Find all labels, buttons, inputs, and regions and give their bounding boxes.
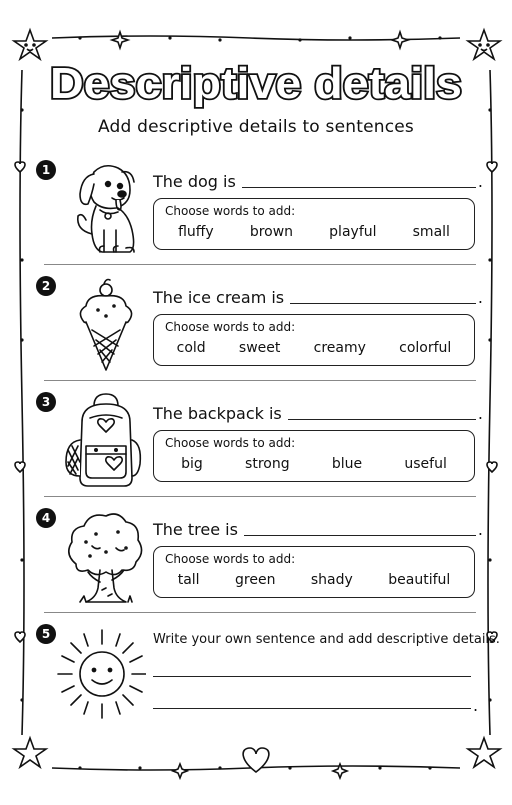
backpack-icon: [56, 392, 146, 492]
word-option: cold: [176, 340, 206, 356]
word-option: fluffy: [178, 224, 214, 240]
word-option: colorful: [399, 340, 452, 356]
sentence-period: .: [477, 404, 483, 423]
sentence-period: .: [477, 520, 483, 539]
sentence-period: .: [477, 288, 483, 307]
section-divider: [44, 612, 476, 613]
sentence-line: [153, 169, 483, 191]
sentence-text: The ice cream is: [153, 288, 285, 307]
sentence-line: [153, 517, 483, 539]
word-bank: [153, 546, 475, 598]
answer-blank[interactable]: [244, 534, 476, 536]
word-option: beautiful: [388, 572, 451, 588]
section-divider: [44, 496, 476, 497]
word-bank-title: Choose words to add:: [165, 552, 296, 566]
answer-blank[interactable]: [288, 418, 476, 420]
section-divider: [44, 264, 476, 265]
word-option: shady: [310, 572, 353, 588]
tree-icon: [56, 508, 146, 608]
word-bank-title: Choose words to add:: [165, 204, 296, 218]
ice-cream-icon: [56, 276, 146, 376]
sentence-period: .: [473, 696, 479, 715]
sentence-text: The dog is: [153, 172, 236, 191]
answer-blank[interactable]: [242, 186, 476, 188]
word-option: creamy: [313, 340, 366, 356]
word-option: playful: [329, 224, 377, 240]
page-title-text: Descriptive details: [50, 59, 463, 108]
writing-line[interactable]: [153, 708, 471, 709]
sentence-text: The tree is: [153, 520, 238, 539]
page-subtitle: Add descriptive details to sentences: [98, 117, 414, 137]
word-option: useful: [404, 456, 447, 472]
number-badge: 2: [36, 276, 56, 296]
word-option: strong: [245, 456, 290, 472]
word-bank: [153, 314, 475, 366]
word-option: tall: [177, 572, 200, 588]
section-divider: [44, 380, 476, 381]
word-bank-title: Choose words to add:: [165, 436, 296, 450]
word-bank-title: Choose words to add:: [165, 320, 296, 334]
word-option: sweet: [238, 340, 281, 356]
sentence-line: [153, 401, 483, 423]
number-badge: 1: [36, 160, 56, 180]
word-bank: [153, 430, 475, 482]
word-bank: [153, 198, 475, 250]
number-badge: 3: [36, 392, 56, 412]
word-option: brown: [249, 224, 294, 240]
writing-line[interactable]: [153, 676, 471, 677]
dog-icon: [56, 160, 146, 260]
sentence-text: The backpack is: [153, 404, 282, 423]
sun-icon: [56, 624, 146, 724]
page-title: [40, 52, 472, 116]
word-option: blue: [331, 456, 363, 472]
sentence-period: .: [477, 172, 483, 191]
writing-prompt: Write your own sentence and add descriptive details.: [153, 632, 500, 647]
word-option: small: [412, 224, 450, 240]
answer-blank[interactable]: [290, 302, 476, 304]
sentence-line: [153, 285, 483, 307]
word-option: green: [235, 572, 276, 588]
word-option: big: [181, 456, 203, 472]
number-badge: 4: [36, 508, 56, 528]
number-badge: 5: [36, 624, 56, 644]
